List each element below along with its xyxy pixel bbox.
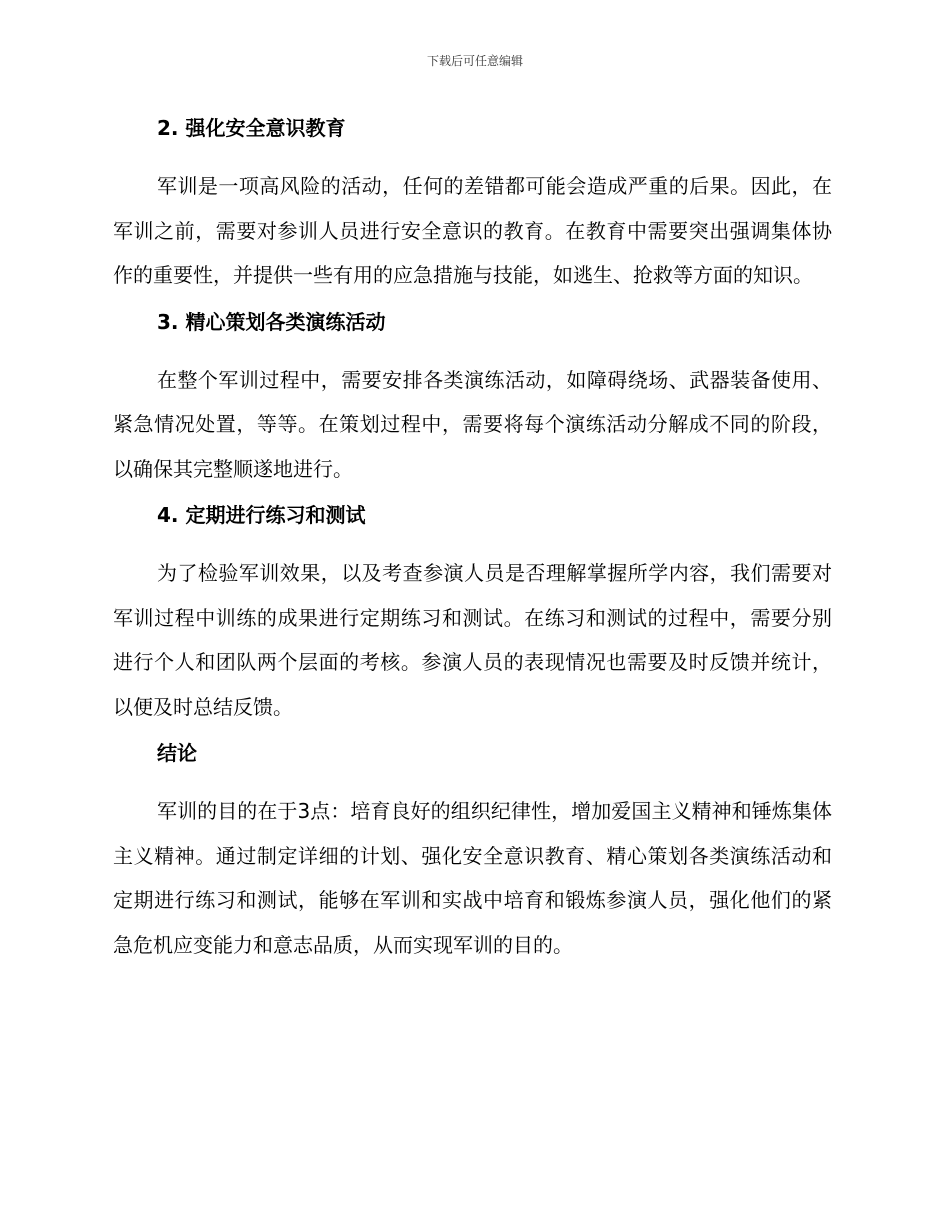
- section-heading: 结论: [157, 741, 197, 765]
- section-safety-education: [113, 112, 832, 298]
- header-note: 下载后可任意编辑: [426, 54, 523, 68]
- section-paragraph: 为了检验军训效果，以及考查参演人员是否理解掌握所学内容，我们需要对军训过程中训练的成果进行定期练习和测试。在练习和测试的过程中，需要分别进行个人和团队两个层面的考核。参演人员的表现情况也需要及时反馈并统计，以便及时总结反馈。: [113, 561, 832, 719]
- document-content: [113, 112, 832, 975]
- section-paragraph: 军训的目的在于3点：培育良好的组织纪律性，增加爱国主义精神和锤炼集体主义精神。通过制定详细的计划、强化安全意识教育、精心策划各类演练活动和定期进行练习和测试，能够在军训和实战中培育和锻炼参演人员，强化他们的紧急危机应变能力和意志品质，从而实现军训的目的。: [113, 799, 832, 957]
- section-paragraph: 在整个军训过程中，需要安排各类演练活动，如障碍绕场、武器装备使用、紧急情况处置，等等。在策划过程中，需要将每个演练活动分解成不同的阶段，以确保其完整顺遂地进行。: [113, 367, 832, 481]
- section-paragraph: 军训是一项高风险的活动，任何的差错都可能会造成严重的后果。因此，在军训之前，需要对参训人员进行安全意识的教育。在教育中需要突出强调集体协作的重要性，并提供一些有用的应急措施与技能，如逃生、抢救等方面的知识。: [113, 174, 832, 287]
- section-conclusion: [113, 737, 832, 967]
- section-practice-testing: [113, 499, 832, 729]
- section-heading: 2. 强化安全意识教育: [157, 116, 346, 140]
- section-heading: 3. 精心策划各类演练活动: [157, 309, 386, 334]
- section-drill-planning: [113, 306, 832, 492]
- section-heading: 4. 定期进行练习和测试: [157, 503, 366, 527]
